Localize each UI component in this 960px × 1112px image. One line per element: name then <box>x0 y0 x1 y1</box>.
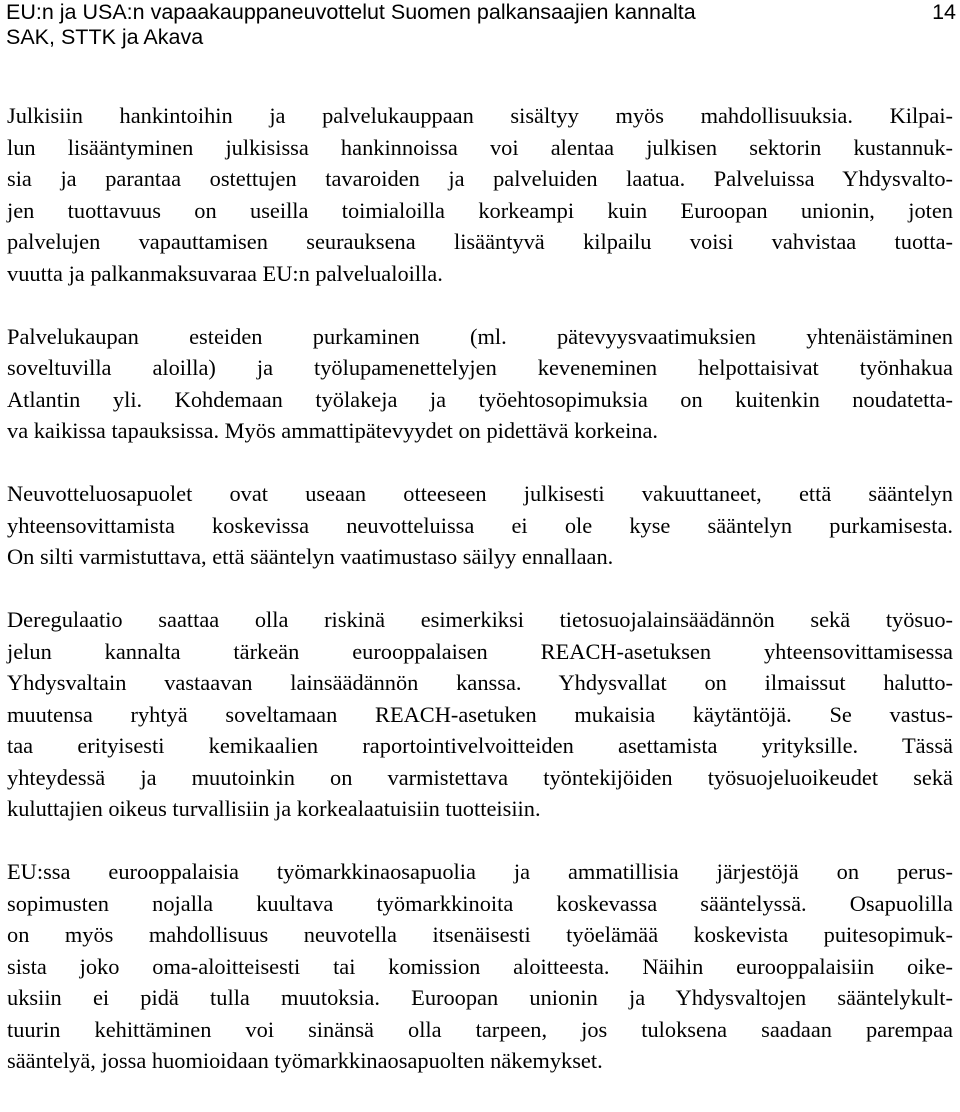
text-line: soveltuvilla aloilla) ja työlupamenettelyjen keveneminen helpottaisivat työnhakua <box>7 355 953 380</box>
text-line: yhteensovittamista koskevissa neuvotteluissa ei ole kyse sääntelyn purkamisesta. <box>7 512 953 538</box>
text-line: lun lisääntyminen julkisissa hankinnoissa voi alentaa julkisen sektorin kustannuk- <box>7 134 953 160</box>
paragraph-social-partners <box>7 856 953 1077</box>
running-header <box>6 0 954 50</box>
text-line: jen tuottavuus on useilla toimialoilla korkeampi kuin Euroopan unionin, joten <box>7 197 953 223</box>
text-line: uksiin ei pidä tulla muutoksia. Euroopan unionin ja Yhdysvaltojen sääntelykult- <box>7 985 953 1010</box>
paragraph-regulation-assurance <box>7 478 953 573</box>
header-title-line: EU:n ja USA:n vapaakauppaneuvottelut Suomen palkansaajien kannalta <box>6 0 696 24</box>
text-line: Neuvotteluosapuolet ovat useaan otteeseen julkisesti vakuuttaneet, että sääntelyn <box>7 481 953 506</box>
text-line: On silti varmistuttava, että sääntelyn vaatimustaso säilyy ennallaan. <box>7 544 614 569</box>
text-line: taa erityisesti kemikaalien raportointivelvoitteiden asettamista yrityksille. Tässä <box>7 733 953 758</box>
text-line: Palvelukaupan esteiden purkaminen (ml. pätevyysvaatimuksien yhtenäistäminen <box>7 323 953 349</box>
text-line: Julkisiin hankintoihin ja palvelukauppaan sisältyy myös mahdollisuuksia. Kilpai- <box>7 103 953 128</box>
text-line: yhteydessä ja muutoinkin on varmistettava työntekijöiden työsuojeluoikeudet sekä <box>7 764 953 790</box>
text-line: sopimusten nojalla kuultava työmarkkinoita koskevassa sääntelyssä. Osapuolilla <box>7 890 953 916</box>
text-line: va kaikissa tapauksissa. Myös ammattipätevyydet on pidettävä korkeina. <box>7 418 659 443</box>
text-line: palvelujen vapauttamisen seurauksena lisääntyvä kilpailu voisi vahvistaa tuotta- <box>7 229 953 254</box>
text-line: sia ja parantaa ostettujen tavaroiden ja palveluiden laatua. Palveluissa Yhdysvalto- <box>7 166 953 191</box>
text-line: kuluttajien oikeus turvallisiin ja korkealaatuisiin tuotteisiin. <box>7 796 541 821</box>
text-line: on myös mahdollisuus neuvotella itsenäisesti työelämää koskevista puitesopimuk- <box>7 922 953 947</box>
text-line: jelun kannalta tärkeän eurooppalaisen REACH-asetuksen yhteensovittamisessa <box>7 638 953 664</box>
text-line: muutensa ryhtyä soveltamaan REACH-asetuken mukaisia käytäntöjä. Se vastus- <box>7 701 953 727</box>
text-line: Deregulaatio saattaa olla riskinä esimerkiksi tietosuojalainsäädännön sekä työsuo- <box>7 607 953 632</box>
text-line: sista joko oma-aloitteisesti tai komission aloitteesta. Näihin eurooppalaisiin oike- <box>7 953 953 979</box>
text-line: Yhdysvaltain vastaavan lainsäädännön kanssa. Yhdysvallat on ilmaissut halutto- <box>7 670 953 695</box>
paragraph-public-procurement <box>7 100 953 289</box>
text-line: tuurin kehittäminen voi sinänsä olla tarpeen, jos tuloksena saadaan parempaa <box>7 1016 953 1042</box>
page-number: 14 <box>932 0 956 24</box>
text-line: sääntelyä, jossa huomioidaan työmarkkinaosapuolten näkemykset. <box>7 1048 603 1073</box>
text-line: EU:ssa eurooppalaisia työmarkkinaosapuolia ja ammatillisia järjestöjä on perus- <box>7 859 953 884</box>
text-line: vuutta ja palkanmaksuvaraa EU:n palvelualoilla. <box>7 260 443 286</box>
paragraph-services-trade <box>7 321 953 447</box>
text-line: Atlantin yli. Kohdemaan työlakeja ja työehtosopimuksia on kuitenkin noudatetta- <box>7 386 953 412</box>
paragraph-deregulation-risk <box>7 604 953 825</box>
body-text <box>7 100 953 1077</box>
header-authors-line: SAK, STTK ja Akava <box>6 25 204 49</box>
